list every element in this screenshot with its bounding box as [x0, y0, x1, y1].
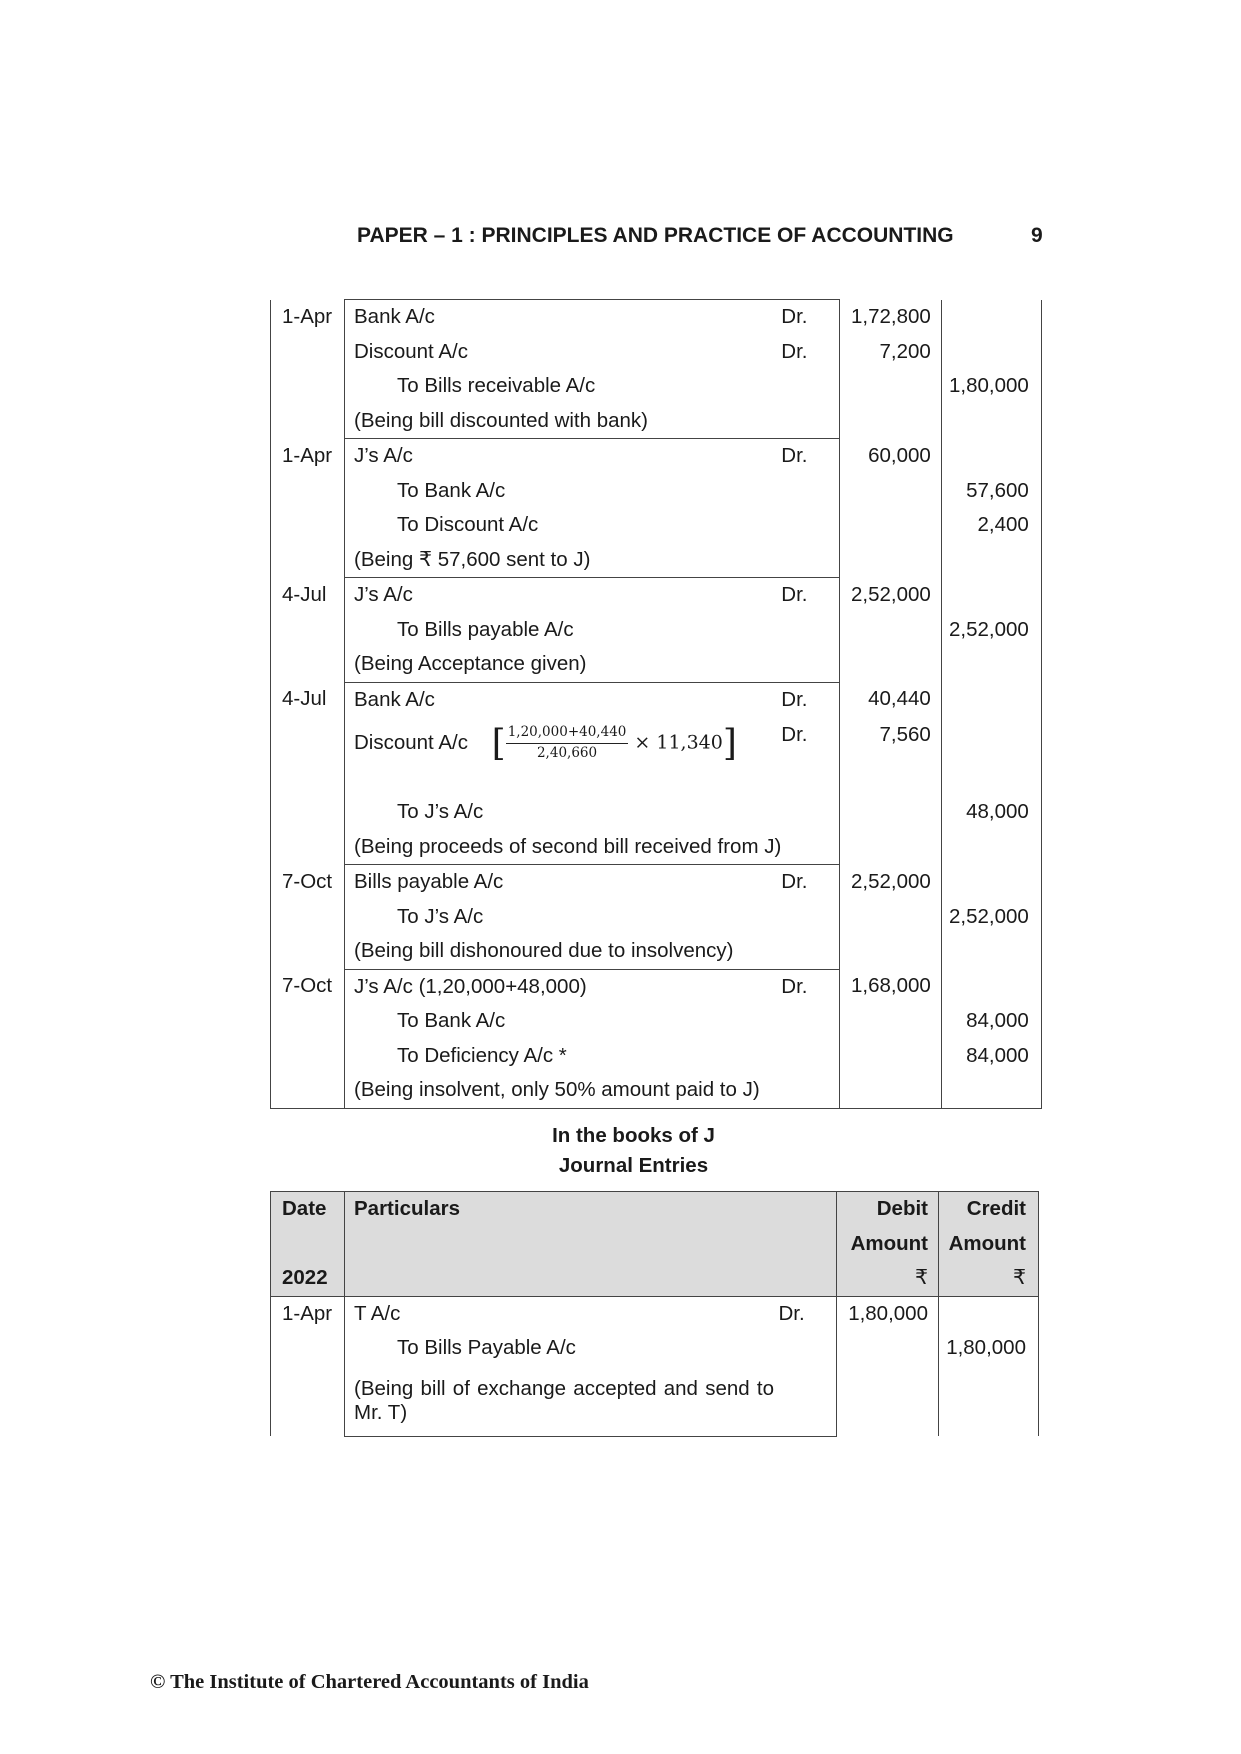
dr-marker: Dr. [781, 865, 839, 900]
table-row [271, 647, 1042, 682]
debit-account-with-formula [345, 717, 782, 795]
table-row [271, 830, 1042, 865]
formula-denominator: 2,40,660 [536, 745, 598, 761]
col-header-debit-currency: ₹ [837, 1261, 939, 1296]
table-row [271, 717, 1042, 795]
credit-account: To Bank A/c [345, 474, 782, 509]
credit-amount: 48,000 [941, 795, 1041, 830]
entry-date: 1-Apr [271, 1296, 345, 1331]
col-header-date: Date [271, 1192, 345, 1227]
col-header-credit-currency: ₹ [939, 1261, 1039, 1296]
credit-account: To J’s A/c [345, 900, 782, 935]
credit-amount: 1,80,000 [941, 369, 1041, 404]
dr-marker: Dr. [778, 1301, 805, 1325]
table-row [271, 543, 1042, 578]
col-header-debit: Debit [837, 1192, 939, 1227]
table-row [271, 1004, 1042, 1039]
narration: (Being bill discounted with bank) [345, 404, 782, 439]
narration: (Being bill of exchange accepted and send to Mr. T) [345, 1366, 837, 1437]
credit-amount: 2,400 [941, 508, 1041, 543]
entry-date: 7-Oct [271, 969, 345, 1004]
table-row [271, 578, 1042, 613]
table-row [271, 865, 1042, 900]
formula-multiplier: × 11,340 [634, 731, 723, 754]
table-row [271, 1073, 1042, 1108]
debit-amount: 7,200 [839, 335, 941, 370]
page-number: 9 [1031, 224, 1043, 247]
section-caption: In the books of J [552, 1124, 715, 1147]
col-header-debit-amount: Amount [837, 1227, 939, 1262]
debit-amount: 1,80,000 [837, 1296, 939, 1331]
entry-date: 7-Oct [271, 865, 345, 900]
narration: (Being proceeds of second bill received from J) [345, 830, 782, 865]
narration: (Being ₹ 57,600 sent to J) [345, 543, 782, 578]
table-header-row [271, 1227, 1039, 1262]
entry-date: 1-Apr [271, 439, 345, 474]
debit-account: Discount A/c [354, 730, 468, 754]
formula-numerator: 1,20,000+40,440 [506, 725, 629, 744]
debit-amount: 7,560 [839, 717, 941, 795]
narration: (Being insolvent, only 50% amount paid to J) [345, 1073, 782, 1108]
table-row [271, 439, 1042, 474]
table-row [271, 1366, 1039, 1437]
entry-date: 4-Jul [271, 578, 345, 613]
table-header-row [271, 1192, 1039, 1227]
debit-account: T A/c [345, 1296, 779, 1331]
debit-account: J’s A/c (1,20,000+48,000) [345, 969, 782, 1004]
credit-amount: 57,600 [941, 474, 1041, 509]
dr-marker: Dr. [781, 969, 839, 1004]
entry-date: 1-Apr [271, 300, 345, 335]
table-row [271, 682, 1042, 717]
credit-account: To Deficiency A/c * [345, 1039, 782, 1074]
table-row [271, 795, 1042, 830]
credit-amount: 84,000 [941, 1039, 1041, 1074]
dr-marker: Dr. [781, 339, 808, 363]
table-header-row [271, 1261, 1039, 1296]
journal-table-t [270, 299, 1042, 1109]
table-row [271, 404, 1042, 439]
dr-marker: Dr. [781, 300, 839, 335]
debit-account: Bank A/c [345, 300, 782, 335]
debit-amount: 1,68,000 [839, 969, 941, 1004]
col-header-year: 2022 [271, 1261, 345, 1296]
table-row [271, 369, 1042, 404]
debit-amount: 60,000 [839, 439, 941, 474]
credit-amount: 2,52,000 [941, 613, 1041, 648]
credit-amount: 2,52,000 [941, 900, 1041, 935]
discount-formula: [ $\frac{1,20,000+40,440}{2,40,660}$ × 11,340] [491, 723, 737, 764]
table-row [271, 1039, 1042, 1074]
credit-amount: 84,000 [941, 1004, 1041, 1039]
col-header-credit-amount: Amount [939, 1227, 1039, 1262]
page-header-title: PAPER – 1 : PRINCIPLES AND PRACTICE OF ACCOUNTING [357, 224, 954, 247]
table-row [271, 969, 1042, 1004]
journal-table-j [270, 1191, 1039, 1437]
debit-account: Discount A/c [345, 335, 782, 370]
entry-date: 4-Jul [271, 682, 345, 717]
table-row [271, 934, 1042, 969]
credit-account: To Bills Payable A/c [345, 1331, 779, 1366]
credit-amount: 1,80,000 [939, 1331, 1039, 1366]
credit-account: To J’s A/c [345, 795, 782, 830]
table-row [271, 1296, 1039, 1331]
dr-marker: Dr. [781, 439, 839, 474]
footer-copyright: © The Institute of Chartered Accountants of India [150, 1671, 589, 1693]
table-row [271, 300, 1042, 335]
credit-account: To Bills payable A/c [345, 613, 782, 648]
table-row [271, 1331, 1039, 1366]
debit-account: Bills payable A/c [345, 865, 782, 900]
debit-account: J’s A/c [345, 439, 782, 474]
table-row [271, 613, 1042, 648]
debit-amount: 1,72,800 [839, 300, 941, 335]
dr-marker: Dr. [781, 723, 808, 746]
narration: (Being Acceptance given) [345, 647, 782, 682]
debit-account: Bank A/c [345, 682, 782, 717]
col-header-credit: Credit [939, 1192, 1039, 1227]
debit-amount: 2,52,000 [839, 865, 941, 900]
table-row [271, 335, 1042, 370]
credit-account: To Discount A/c [345, 508, 782, 543]
debit-amount: 2,52,000 [839, 578, 941, 613]
narration: (Being bill dishonoured due to insolvency) [345, 934, 782, 969]
credit-account: To Bank A/c [345, 1004, 782, 1039]
debit-account: J’s A/c [345, 578, 782, 613]
dr-marker: Dr. [781, 682, 839, 717]
table-row [271, 900, 1042, 935]
col-header-particulars: Particulars [345, 1192, 779, 1227]
dr-marker: Dr. [781, 578, 839, 613]
debit-amount: 40,440 [839, 682, 941, 717]
table-row [271, 508, 1042, 543]
table-row [271, 474, 1042, 509]
section-subcaption: Journal Entries [558, 1154, 709, 1177]
credit-account: To Bills receivable A/c [345, 369, 782, 404]
